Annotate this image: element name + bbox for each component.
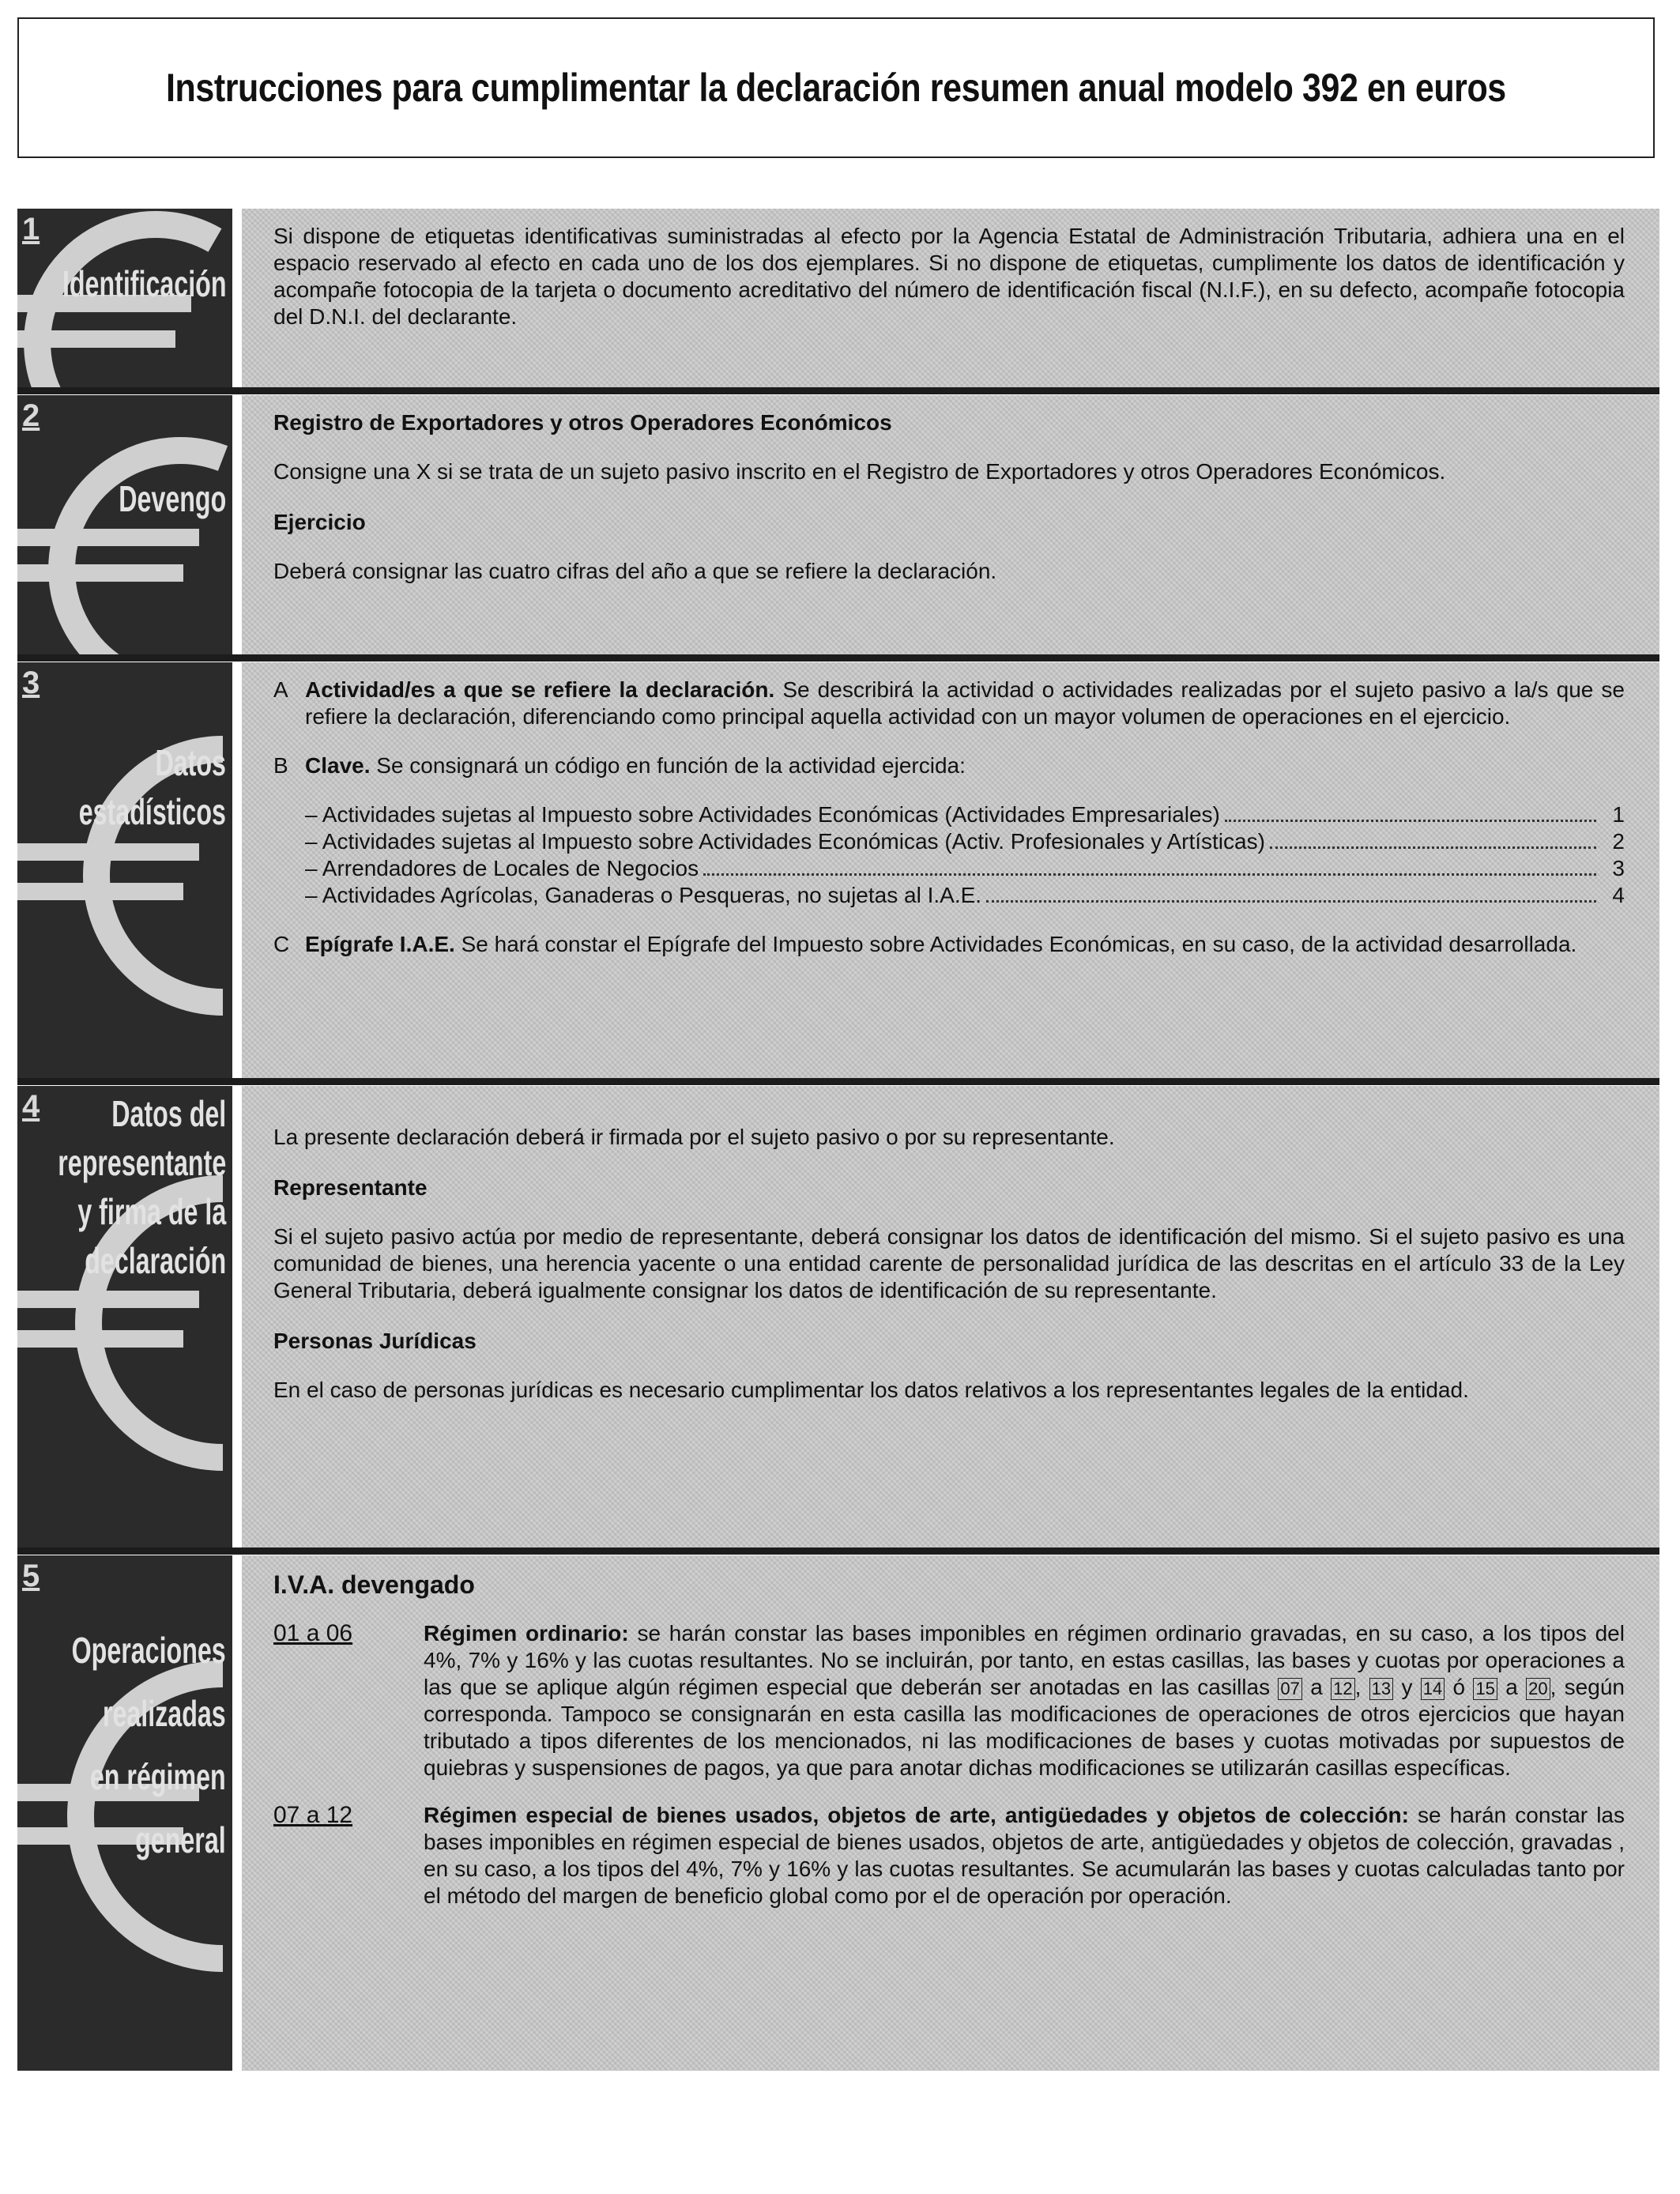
section-heading: Personas Jurídicas <box>273 1329 477 1353</box>
section-heading: Ejercicio <box>273 510 366 534</box>
section-datos-representante <box>17 1086 1659 1547</box>
item-b: B Clave. Se consignará un código en función de la actividad ejercida: <box>273 753 966 778</box>
section-label: Operaciones realizadas en régimen general <box>71 1630 226 1860</box>
section-datos-estadisticos <box>17 662 1659 1078</box>
divider <box>17 654 1659 662</box>
paragraph: La presente declaración deberá ir firmada por el sujeto pasivo o por su representante. <box>273 1125 1115 1149</box>
divider <box>17 387 1659 394</box>
list-item: – Actividades Agrícolas, Ganaderas o Pesqueras, no sujetas al I.A.E. 4 <box>305 883 1625 907</box>
paragraph: Deberá consignar las cuatro cifras del año a que se refiere la declaración. <box>273 559 997 583</box>
divider <box>17 1547 1659 1555</box>
euro-watermark-icon <box>17 662 232 1078</box>
section-sidebar <box>17 1086 232 1547</box>
section-number: 5 <box>22 1559 40 1593</box>
item-a: A Actividad/es a que se refiere la declaración. Se describirá la actividad o actividades realizadas por el sujeto pasivo a la/s que se refiere la declaración, diferenciando como principal aquella actividad con un mayor volumen de operaciones en el ejercicio. <box>273 677 1625 729</box>
paragraph: Si dispone de etiquetas identificativas suministradas al efecto por la Agencia Estatal de Administración Tributaria, adhiera una en el espacio reservado al efecto en cada uno de los dos ejemplares. Si no dispone de etiquetas, cumplimente los datos de identificación y acompañe fotocopia de la tarjeta o documento acreditativo del número de identificación fiscal (N.I.F.), en su defecto, acompañe fotocopia del D.N.I. del declarante. <box>273 224 1625 329</box>
section-body <box>242 395 1659 654</box>
list-item: – Actividades sujetas al Impuesto sobre Actividades Económicas (Activ. Profesionales y Artísticas) 2 <box>305 829 1625 854</box>
section-heading: Representante <box>273 1175 428 1200</box>
section-number: 2 <box>22 398 40 433</box>
title-box <box>17 17 1655 158</box>
section-label: Datos del representante y firma de la declaración <box>58 1093 227 1281</box>
section-identificacion <box>17 209 1659 387</box>
section-number: 3 <box>22 665 40 700</box>
section-number: 1 <box>22 212 40 247</box>
section-body <box>242 1555 1659 2071</box>
casillas-07-12: 07 a 12 Régimen especial de bienes usados, objetos de arte, antigüedades y objetos de colección: se harán constar las bases imponibles en régimen especial de bienes usados, objetos de arte, antigüedades y objetos de colección, gravadas , en su caso, a los tipos del 4%, 7% y 16% y las cuotas resultantes. Se acumularán las bases y cuotas calculadas tanto por el método del margen de beneficio global como por el de operación por operación. <box>273 1802 1625 1908</box>
section-label: Identificación <box>62 263 226 304</box>
section-devengo <box>17 395 1659 654</box>
section-sidebar <box>17 209 232 387</box>
section-body <box>242 1086 1659 1547</box>
divider <box>17 1078 1659 1085</box>
paragraph: Consigne una X si se trata de un sujeto pasivo inscrito en el Registro de Exportadores y otros Operadores Económicos. <box>273 459 1446 484</box>
section-label: Devengo <box>119 478 226 519</box>
list-item: – Actividades sujetas al Impuesto sobre Actividades Económicas (Actividades Empresariales) 1 <box>305 802 1625 827</box>
clave-list <box>305 801 1625 909</box>
section-body <box>242 662 1659 1078</box>
list-item: – Arrendadores de Locales de Negocios 3 <box>305 856 1625 880</box>
paragraph: En el caso de personas jurídicas es necesario cumplimentar los datos relativos a los representantes legales de la entidad. <box>273 1378 1469 1402</box>
section-sidebar <box>17 395 232 654</box>
casillas-01-06: 01 a 06 Régimen ordinario: se harán constar las bases imponibles en régimen ordinario gravadas, en su caso, a los tipos del 4%, 7% y 16% y las cuotas resultantes. No se incluirán, por tanto, en estas casillas, las bases y cuotas por operaciones a las que se aplique algún régimen especial que deberán ser anotadas en las casillas 07 a 12 , 13 y 14 ó 15 a 20 , según corresponda. Tampoco se consignarán en esta casilla las modificaciones de operaciones de otros ejercicios que hayan tributado a tipos diferentes de los mencionados, ni las modificaciones de bases y cuotas motivadas por supuestos de quiebras y suspensiones de pagos, ya que para anotar dichas modificaciones se utilizarán casillas específicas. <box>273 1620 1625 1780</box>
page-title: Instrucciones para cumplimentar la declaración resumen anual modelo 392 en euros <box>166 66 1506 110</box>
section-operaciones <box>17 1555 1659 2071</box>
section-heading: I.V.A. devengado <box>273 1570 475 1599</box>
item-c: C Epígrafe I.A.E. Se hará constar el Epígrafe del Impuesto sobre Actividades Económicas, en su caso, de la actividad desarrollada. <box>273 932 1577 956</box>
section-label: Datos estadísticos <box>78 742 226 832</box>
section-sidebar <box>17 1555 232 2071</box>
section-sidebar <box>17 662 232 1078</box>
paragraph: Si el sujeto pasivo actúa por medio de representante, deberá consignar los datos de identificación del mismo. Si el sujeto pasivo es una comunidad de bienes, una herencia yacente o una entidad carente de personalidad jurídica de las descritas en el artículo 33 de la Ley General Tributaria, deberá igualmente consignar los datos de identificación de su representante. <box>273 1224 1625 1302</box>
euro-watermark-icon <box>17 395 232 654</box>
section-heading: Registro de Exportadores y otros Operadores Económicos <box>273 410 892 435</box>
section-number: 4 <box>22 1089 40 1124</box>
section-body <box>242 209 1659 387</box>
